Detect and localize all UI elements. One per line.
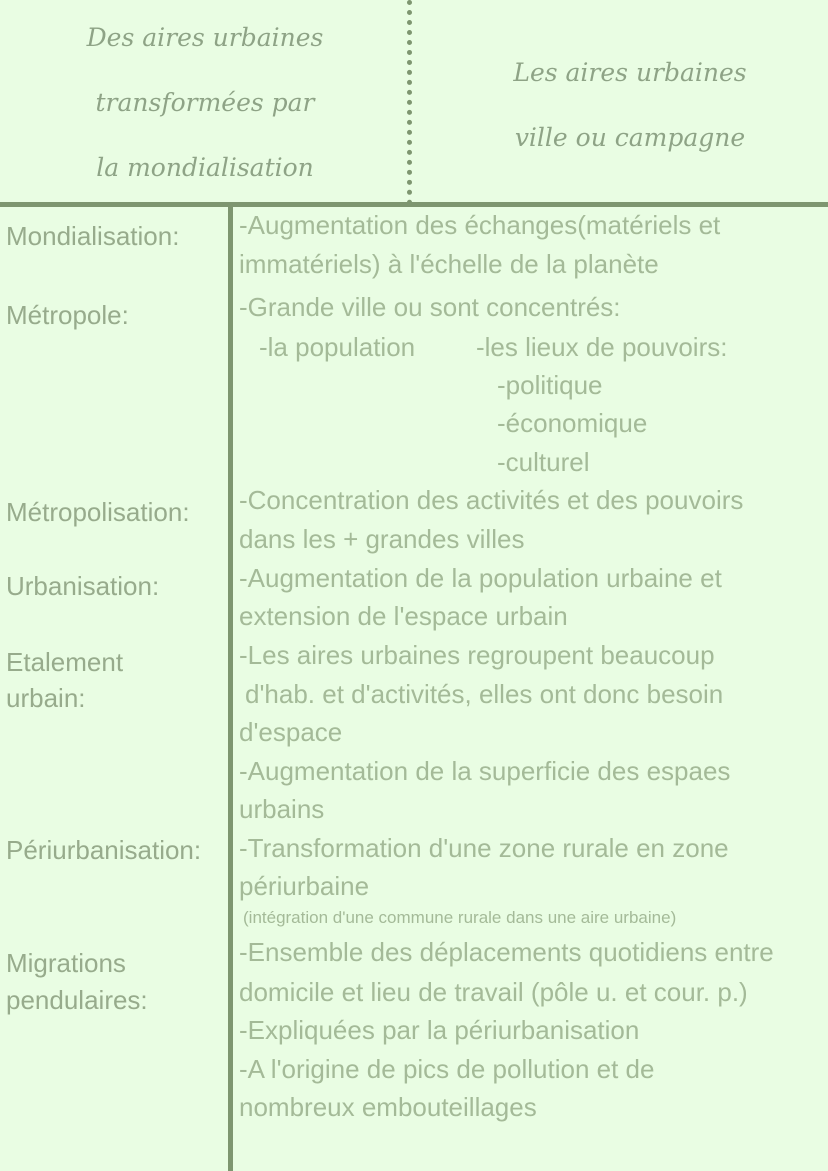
def-metropolisation-line-1: -Concentration des activités et des pouvoirs	[239, 485, 744, 515]
term-mondialisation: Mondialisation:	[6, 221, 180, 251]
def-periurbanisation-note: (intégration d'une commune rurale dans une aire urbaine)	[243, 908, 677, 927]
def-migrations-line-5: nombreux embouteillages	[239, 1092, 537, 1122]
def-metropole-line-5: -économique	[497, 408, 648, 438]
term-periurbanisation: Périurbanisation:	[6, 835, 202, 865]
term-metropole: Métropole:	[6, 300, 129, 330]
def-periurbanisation-line-1: -Transformation d'une zone rurale en zone	[239, 833, 729, 863]
def-mondialisation-line-2: immatériels) à l'échelle de la planète	[239, 249, 659, 279]
right-title-line-1: Les aires urbaines	[513, 58, 747, 87]
right-title-line-2: ville ou campagne	[514, 123, 746, 152]
term-urbanisation: Urbanisation:	[6, 571, 160, 601]
def-etalement-line-3: d'espace	[239, 717, 343, 747]
term-etalement-line-2: urbain:	[6, 683, 86, 713]
def-migrations-line-4: -A l'origine de pics de pollution et de	[239, 1054, 655, 1084]
def-metropolisation-line-2: dans les + grandes villes	[239, 524, 525, 554]
column-separator-line	[228, 205, 233, 1171]
term-etalement-line-1: Etalement	[6, 647, 124, 677]
def-metropole-line-2: -la population	[259, 332, 416, 362]
def-migrations-line-3: -Expliquées par la périurbanisation	[239, 1015, 640, 1045]
def-etalement-line-2: d'hab. et d'activités, elles ont donc besoin	[245, 679, 724, 709]
header-dotted-divider	[407, 0, 412, 205]
term-migrations-line-2: pendulaires:	[6, 985, 148, 1015]
def-metropole-line-1: -Grande ville ou sont concentrés:	[239, 292, 621, 322]
left-title-line-1: Des aires urbaines	[86, 23, 324, 52]
def-migrations-line-1: -Ensemble des déplacements quotidiens entre	[239, 937, 774, 967]
def-urbanisation-line-2: extension de l'espace urbain	[239, 601, 568, 631]
term-metropolisation: Métropolisation:	[6, 497, 190, 527]
left-title-line-3: la mondialisation	[96, 153, 314, 182]
def-periurbanisation-line-2: périurbaine	[239, 871, 370, 901]
left-title-line-2: transformées par	[95, 88, 315, 117]
def-mondialisation-line-1: -Augmentation des échanges(matériels et	[239, 210, 721, 240]
def-etalement-line-4: -Augmentation de la superficie des espaes	[239, 756, 731, 786]
def-metropole-line-4: -politique	[497, 370, 603, 400]
term-migrations-line-1: Migrations	[6, 948, 126, 978]
def-etalement-line-1: -Les aires urbaines regroupent beaucoup	[239, 640, 715, 670]
def-migrations-line-2: domicile et lieu de travail (pôle u. et cour. p.)	[239, 977, 748, 1007]
def-urbanisation-line-1: -Augmentation de la population urbaine et	[239, 563, 722, 593]
def-etalement-line-5: urbains	[239, 794, 325, 824]
def-metropole-line-3: -les lieux de pouvoirs:	[476, 332, 728, 362]
def-metropole-line-6: -culturel	[497, 447, 590, 477]
